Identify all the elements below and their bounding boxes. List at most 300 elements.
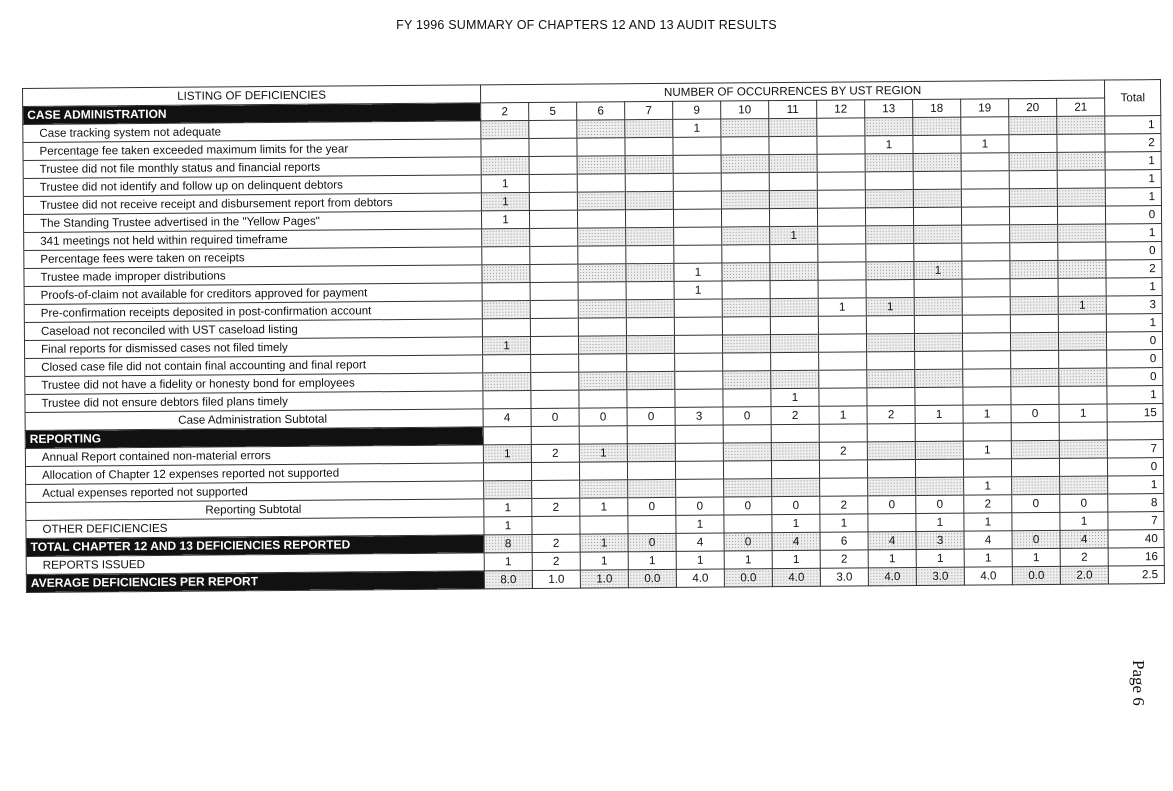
row-label: Case tracking system not adequate bbox=[23, 121, 481, 143]
empty-cell bbox=[963, 423, 1011, 441]
cell-value: 4 bbox=[772, 532, 820, 550]
row-total: 0 bbox=[1107, 332, 1163, 350]
cell-value bbox=[817, 208, 865, 226]
cell-value: 0 bbox=[676, 497, 724, 515]
cell-value bbox=[722, 299, 770, 317]
total-reported-label: TOTAL CHAPTER 12 AND 13 DEFICIENCIES REPORTED bbox=[26, 535, 484, 557]
cell-value: 2 bbox=[964, 495, 1012, 513]
cell-value bbox=[770, 298, 818, 316]
cell-value bbox=[1010, 296, 1058, 314]
cell-value: 1 bbox=[482, 337, 530, 355]
cell-value bbox=[626, 317, 674, 335]
cell-value: 0.0 bbox=[628, 569, 676, 587]
cell-value bbox=[530, 228, 578, 246]
row-label: The Standing Trustee advertised in the "Yellow Pages" bbox=[23, 211, 481, 233]
cell-value bbox=[1011, 458, 1059, 476]
cell-value bbox=[627, 461, 675, 479]
cell-value: 1 bbox=[771, 388, 819, 406]
cell-value: 1 bbox=[915, 405, 963, 423]
cell-value bbox=[866, 262, 914, 280]
cell-value: 6 bbox=[820, 532, 868, 550]
cell-value bbox=[1009, 188, 1057, 206]
average-label: AVERAGE DEFICIENCIES PER REPORT bbox=[26, 571, 484, 593]
cell-value bbox=[674, 245, 722, 263]
cell-value: 1 bbox=[865, 136, 913, 154]
cell-value bbox=[1010, 224, 1058, 242]
cell-value bbox=[817, 172, 865, 190]
row-total: 0 bbox=[1106, 206, 1162, 224]
cell-value bbox=[914, 279, 962, 297]
cell-value: 1 bbox=[674, 281, 722, 299]
cell-value bbox=[482, 319, 530, 337]
cell-value bbox=[532, 480, 580, 498]
cell-value bbox=[1009, 134, 1057, 152]
row-label: Closed case file did not contain final accounting and final report bbox=[25, 355, 483, 377]
cell-value: 0 bbox=[868, 495, 916, 513]
row-label: Trustee did not receive receipt and disbursement report from debtors bbox=[23, 193, 481, 215]
cell-value: 2 bbox=[820, 496, 868, 514]
cell-value bbox=[1009, 206, 1057, 224]
cell-value bbox=[913, 171, 961, 189]
cell-value: 0 bbox=[1011, 404, 1059, 422]
empty-cell bbox=[675, 425, 723, 443]
empty-cell bbox=[483, 427, 531, 445]
cell-value bbox=[482, 265, 530, 283]
region-header-cell: 5 bbox=[529, 102, 577, 120]
cell-value bbox=[529, 120, 577, 138]
cell-value bbox=[1009, 170, 1057, 188]
cell-value bbox=[483, 391, 531, 409]
page-number-label: Page 6 bbox=[1129, 660, 1148, 706]
row-label: Trustee made improper distributions bbox=[24, 265, 482, 287]
cell-value bbox=[577, 192, 625, 210]
cell-value bbox=[1011, 386, 1059, 404]
cell-value bbox=[866, 279, 914, 297]
cell-value bbox=[531, 372, 579, 390]
cell-value bbox=[914, 333, 962, 351]
cell-value bbox=[721, 155, 769, 173]
region-header-cell: 9 bbox=[673, 101, 721, 119]
cell-value: 1 bbox=[579, 444, 627, 462]
empty-cell bbox=[531, 426, 579, 444]
cell-value bbox=[674, 335, 722, 353]
cell-value bbox=[579, 372, 627, 390]
cell-value bbox=[1059, 368, 1107, 386]
cell-value bbox=[865, 190, 913, 208]
cell-value bbox=[482, 283, 530, 301]
empty-cell bbox=[1059, 422, 1107, 440]
row-total: 1 bbox=[1106, 314, 1162, 332]
cell-value bbox=[627, 389, 675, 407]
cell-value bbox=[531, 462, 579, 480]
cell-value bbox=[626, 281, 674, 299]
other-deficiencies-label: OTHER DEFICIENCIES bbox=[26, 517, 484, 539]
cell-value: 2 bbox=[819, 442, 867, 460]
cell-value: 1.0 bbox=[580, 570, 628, 588]
cell-value bbox=[913, 135, 961, 153]
cell-value bbox=[1060, 476, 1108, 494]
cell-value: 2 bbox=[532, 498, 580, 516]
cell-value bbox=[962, 225, 1010, 243]
cell-value bbox=[915, 387, 963, 405]
cell-value bbox=[530, 282, 578, 300]
cell-value bbox=[867, 369, 915, 387]
cell-value bbox=[867, 351, 915, 369]
row-total: 2 bbox=[1105, 134, 1161, 152]
cell-value bbox=[483, 355, 531, 373]
row-total: 1 bbox=[1107, 386, 1163, 404]
cell-value bbox=[627, 353, 675, 371]
cell-value bbox=[484, 481, 532, 499]
empty-cell bbox=[771, 424, 819, 442]
cell-value: 2.0 bbox=[1060, 566, 1108, 584]
cell-value bbox=[818, 262, 866, 280]
cell-value: 1 bbox=[481, 211, 529, 229]
cell-value bbox=[769, 118, 817, 136]
cell-value bbox=[817, 190, 865, 208]
cell-value bbox=[1012, 476, 1060, 494]
cell-value: 8.0 bbox=[484, 571, 532, 589]
cell-value bbox=[1057, 206, 1105, 224]
cell-value bbox=[1058, 242, 1106, 260]
cell-value bbox=[722, 317, 770, 335]
cell-value bbox=[577, 174, 625, 192]
cell-value bbox=[1058, 260, 1106, 278]
cell-value bbox=[530, 264, 578, 282]
row-total: 1 bbox=[1106, 224, 1162, 242]
cell-value: 4.0 bbox=[868, 567, 916, 585]
cell-value bbox=[626, 227, 674, 245]
cell-value bbox=[721, 173, 769, 191]
cell-value: 0 bbox=[724, 497, 772, 515]
cell-value: 1.0 bbox=[532, 570, 580, 588]
cell-value bbox=[771, 352, 819, 370]
row-label: Actual expenses reported not supported bbox=[26, 481, 484, 503]
cell-value bbox=[915, 459, 963, 477]
cell-value bbox=[722, 263, 770, 281]
cell-value bbox=[724, 479, 772, 497]
row-total: 1 bbox=[1106, 188, 1162, 206]
cell-value: 1 bbox=[483, 445, 531, 463]
cell-value: 1 bbox=[1058, 296, 1106, 314]
cell-value bbox=[865, 172, 913, 190]
cell-value bbox=[962, 279, 1010, 297]
cell-value bbox=[530, 300, 578, 318]
cell-value: 1 bbox=[963, 405, 1011, 423]
cell-value bbox=[580, 480, 628, 498]
cell-value bbox=[914, 297, 962, 315]
cell-value bbox=[1059, 458, 1107, 476]
cell-value: 0.0 bbox=[724, 569, 772, 587]
cell-value bbox=[771, 370, 819, 388]
region-header-cell: 19 bbox=[961, 99, 1009, 117]
cell-value bbox=[721, 191, 769, 209]
cell-value: 1 bbox=[580, 498, 628, 516]
cell-value: 1 bbox=[819, 406, 867, 424]
cell-value bbox=[625, 173, 673, 191]
row-label: Pre-confirmation receipts deposited in post-confirmation account bbox=[24, 301, 482, 323]
cell-value bbox=[578, 318, 626, 336]
cell-value bbox=[1011, 350, 1059, 368]
cell-value bbox=[963, 387, 1011, 405]
cell-value bbox=[626, 245, 674, 263]
row-total: 0 bbox=[1108, 458, 1164, 476]
audit-results-table-wrapper bbox=[22, 79, 1164, 593]
cell-value bbox=[628, 479, 676, 497]
cell-value bbox=[723, 353, 771, 371]
cell-value bbox=[580, 516, 628, 534]
cell-value bbox=[625, 209, 673, 227]
cell-value: 1 bbox=[961, 135, 1009, 153]
cell-value bbox=[770, 316, 818, 334]
cell-value bbox=[769, 190, 817, 208]
cell-value bbox=[769, 172, 817, 190]
cell-value bbox=[817, 154, 865, 172]
cell-value bbox=[532, 516, 580, 534]
empty-cell bbox=[627, 425, 675, 443]
cell-value bbox=[769, 154, 817, 172]
cell-value bbox=[916, 477, 964, 495]
row-label: Annual Report contained non-material errors bbox=[25, 445, 483, 467]
cell-value: 1 bbox=[580, 534, 628, 552]
row-label: Trustee did not identify and follow up on delinquent debtors bbox=[23, 175, 481, 197]
occurrences-header: NUMBER OF OCCURRENCES BY UST REGION bbox=[480, 80, 1104, 103]
cell-value: 0 bbox=[1012, 494, 1060, 512]
cell-value bbox=[675, 443, 723, 461]
cell-value: 2 bbox=[820, 550, 868, 568]
cell-value bbox=[1011, 368, 1059, 386]
cell-value bbox=[1010, 242, 1058, 260]
cell-value bbox=[819, 460, 867, 478]
cell-value: 0 bbox=[627, 407, 675, 425]
cell-value bbox=[529, 156, 577, 174]
cell-value: 4 bbox=[676, 533, 724, 551]
cell-value bbox=[627, 443, 675, 461]
row-total: 16 bbox=[1108, 548, 1164, 566]
cell-value bbox=[819, 370, 867, 388]
cell-value: 0 bbox=[628, 533, 676, 551]
cell-value: 0 bbox=[1012, 530, 1060, 548]
cell-value: 0 bbox=[916, 495, 964, 513]
cell-value: 2 bbox=[532, 552, 580, 570]
row-total: 2.5 bbox=[1108, 566, 1164, 584]
cell-value bbox=[868, 513, 916, 531]
region-header-cell: 10 bbox=[721, 101, 769, 119]
cell-value bbox=[578, 228, 626, 246]
region-header-cell: 20 bbox=[1009, 98, 1057, 116]
page-number bbox=[1118, 660, 1158, 730]
cell-value bbox=[530, 336, 578, 354]
row-total: 15 bbox=[1107, 404, 1163, 422]
cell-value bbox=[1057, 134, 1105, 152]
row-total: 8 bbox=[1108, 494, 1164, 512]
cell-value bbox=[818, 280, 866, 298]
cell-value: 1 bbox=[481, 193, 529, 211]
cell-value bbox=[914, 315, 962, 333]
row-label: Trustee did not file monthly status and financial reports bbox=[23, 157, 481, 179]
cell-value: 2 bbox=[867, 405, 915, 423]
cell-value: 0 bbox=[628, 497, 676, 515]
empty-cell bbox=[819, 424, 867, 442]
cell-value bbox=[962, 333, 1010, 351]
region-header-cell: 12 bbox=[817, 100, 865, 118]
cell-value bbox=[577, 156, 625, 174]
cell-value bbox=[820, 478, 868, 496]
cell-value bbox=[1059, 350, 1107, 368]
cell-value bbox=[722, 335, 770, 353]
cell-value bbox=[529, 138, 577, 156]
cell-value: 1 bbox=[1059, 404, 1107, 422]
cell-value bbox=[772, 478, 820, 496]
cell-value bbox=[628, 515, 676, 533]
cell-value bbox=[769, 136, 817, 154]
cell-value bbox=[626, 335, 674, 353]
cell-value bbox=[771, 460, 819, 478]
cell-value: 1 bbox=[818, 298, 866, 316]
cell-value bbox=[818, 226, 866, 244]
cell-value bbox=[963, 351, 1011, 369]
empty-cell bbox=[915, 423, 963, 441]
cell-value bbox=[673, 137, 721, 155]
cell-value bbox=[626, 299, 674, 317]
row-total: 3 bbox=[1106, 296, 1162, 314]
cell-value: 4 bbox=[868, 531, 916, 549]
cell-value bbox=[866, 333, 914, 351]
cell-value bbox=[1009, 116, 1057, 134]
cell-value bbox=[625, 155, 673, 173]
cell-value: 1 bbox=[866, 297, 914, 315]
cell-value bbox=[865, 118, 913, 136]
cell-value: 1 bbox=[1012, 548, 1060, 566]
cell-value bbox=[673, 209, 721, 227]
cell-value bbox=[962, 297, 1010, 315]
cell-value: 8 bbox=[484, 535, 532, 553]
cell-value bbox=[819, 352, 867, 370]
cell-value: 4.0 bbox=[676, 569, 724, 587]
cell-value: 0 bbox=[724, 533, 772, 551]
cell-value bbox=[770, 334, 818, 352]
cell-value bbox=[818, 244, 866, 262]
cell-value bbox=[529, 210, 577, 228]
cell-value bbox=[724, 515, 772, 533]
cell-value: 0 bbox=[579, 408, 627, 426]
cell-value bbox=[1057, 170, 1105, 188]
cell-value bbox=[578, 246, 626, 264]
cell-value bbox=[818, 316, 866, 334]
cell-value bbox=[914, 243, 962, 261]
cell-value bbox=[913, 189, 961, 207]
cell-value: 1 bbox=[772, 550, 820, 568]
cell-value: 4.0 bbox=[772, 568, 820, 586]
cell-value bbox=[866, 226, 914, 244]
table-body bbox=[23, 116, 1165, 593]
cell-value: 1 bbox=[868, 549, 916, 567]
cell-value bbox=[1058, 314, 1106, 332]
listing-header: LISTING OF DEFICIENCIES bbox=[23, 85, 481, 107]
cell-value bbox=[1059, 440, 1107, 458]
row-total: 0 bbox=[1106, 242, 1162, 260]
cell-value bbox=[961, 171, 1009, 189]
empty-cell bbox=[723, 425, 771, 443]
cell-value: 0 bbox=[531, 408, 579, 426]
cell-value: 1 bbox=[580, 552, 628, 570]
cell-value bbox=[962, 315, 1010, 333]
cell-value bbox=[771, 442, 819, 460]
row-label: Percentage fee taken exceeded maximum limits for the year bbox=[23, 139, 481, 161]
cell-value bbox=[963, 369, 1011, 387]
cell-value: 1 bbox=[964, 549, 1012, 567]
region-header-cell: 6 bbox=[577, 102, 625, 120]
cell-value bbox=[818, 334, 866, 352]
cell-value bbox=[961, 207, 1009, 225]
cell-value: 1 bbox=[484, 553, 532, 571]
cell-value bbox=[675, 461, 723, 479]
cell-value: 2 bbox=[1060, 548, 1108, 566]
cell-value bbox=[578, 336, 626, 354]
cell-value bbox=[625, 137, 673, 155]
region-header-cell: 11 bbox=[769, 100, 817, 118]
region-header-cell: 7 bbox=[625, 101, 673, 119]
cell-value bbox=[483, 373, 531, 391]
row-label: Trustee did not ensure debtors filed plans timely bbox=[25, 391, 483, 413]
cell-value bbox=[1058, 224, 1106, 242]
subtotal-label: Reporting Subtotal bbox=[26, 499, 484, 521]
cell-value: 1 bbox=[772, 514, 820, 532]
region-header-cell: 13 bbox=[865, 100, 913, 118]
cell-value: 1 bbox=[484, 499, 532, 517]
cell-value bbox=[481, 121, 529, 139]
row-total: 40 bbox=[1108, 530, 1164, 548]
row-total: 0 bbox=[1107, 368, 1163, 386]
cell-value bbox=[868, 477, 916, 495]
row-total: 1 bbox=[1108, 476, 1164, 494]
cell-value bbox=[913, 153, 961, 171]
cell-value bbox=[529, 192, 577, 210]
cell-value bbox=[723, 389, 771, 407]
cell-value bbox=[867, 387, 915, 405]
cell-value: 1 bbox=[916, 549, 964, 567]
empty-cell bbox=[579, 426, 627, 444]
cell-value bbox=[963, 459, 1011, 477]
subtotal-label: Case Administration Subtotal bbox=[25, 409, 483, 431]
cell-value: 0 bbox=[723, 407, 771, 425]
empty-cell bbox=[867, 423, 915, 441]
cell-value bbox=[962, 261, 1010, 279]
cell-value: 0.0 bbox=[1012, 566, 1060, 584]
cell-value: 1 bbox=[724, 551, 772, 569]
cell-value bbox=[483, 463, 531, 481]
cell-value bbox=[915, 351, 963, 369]
cell-value bbox=[913, 207, 961, 225]
cell-value: 3.0 bbox=[820, 568, 868, 586]
cell-value bbox=[770, 262, 818, 280]
cell-value bbox=[913, 117, 961, 135]
cell-value bbox=[961, 153, 1009, 171]
row-total: 1 bbox=[1105, 116, 1161, 134]
cell-value bbox=[723, 443, 771, 461]
cell-value bbox=[482, 301, 530, 319]
cell-value bbox=[867, 441, 915, 459]
cell-value: 2 bbox=[532, 534, 580, 552]
cell-value bbox=[1058, 332, 1106, 350]
cell-value bbox=[722, 245, 770, 263]
cell-value: 0 bbox=[772, 496, 820, 514]
cell-value bbox=[721, 119, 769, 137]
section-heading: CASE ADMINISTRATION bbox=[23, 103, 481, 125]
cell-value bbox=[722, 281, 770, 299]
cell-value bbox=[627, 371, 675, 389]
cell-value bbox=[482, 247, 530, 265]
